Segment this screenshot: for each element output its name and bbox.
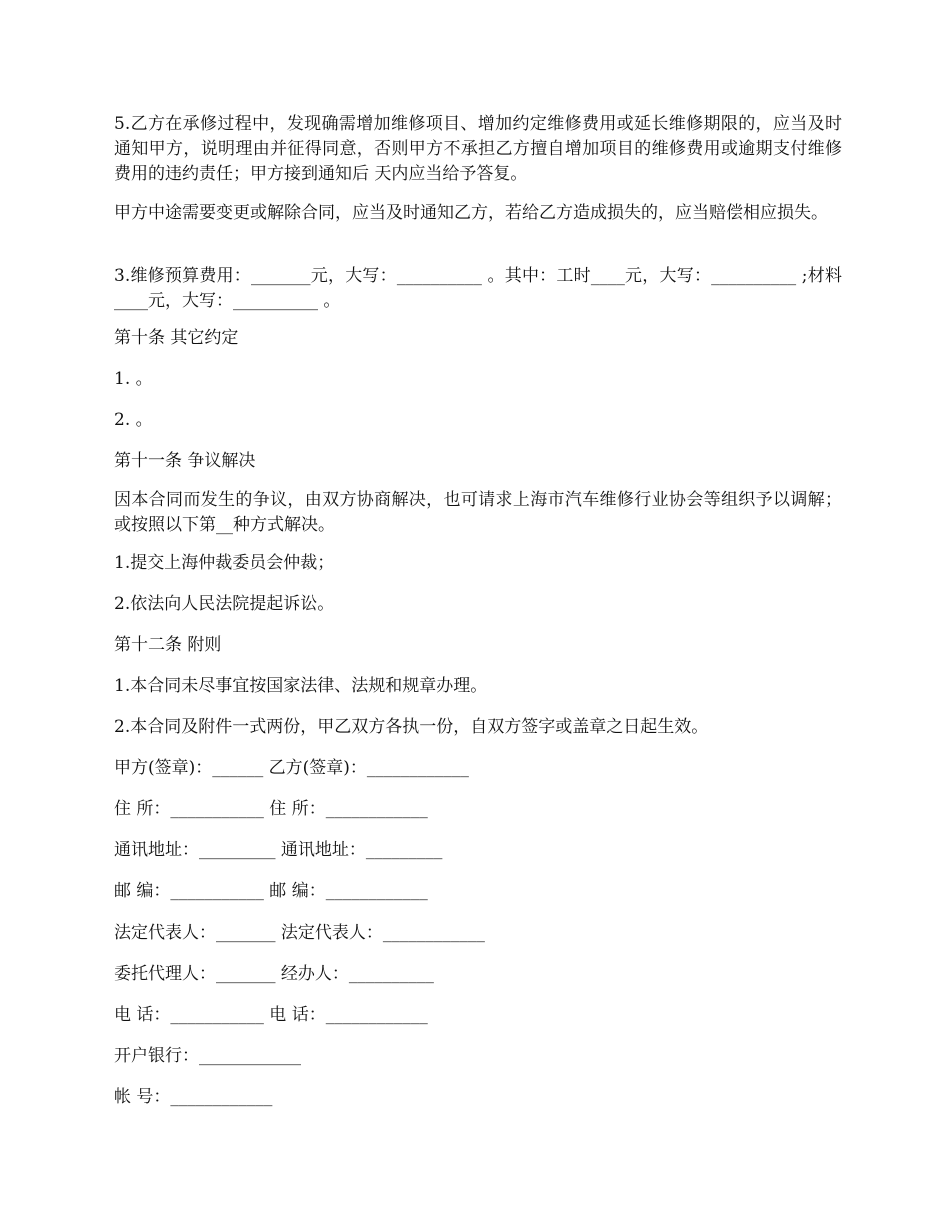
dispute-resolution-paragraph: 因本合同而发生的争议，由双方协商解决，也可请求上海市汽车维修行业协会等组织予以调解；或按照以下第__种方式解决。	[114, 490, 842, 535]
postcode-line: 邮 编：___________ 邮 编：____________	[114, 881, 428, 901]
address-line: 住 所：___________ 住 所：____________	[114, 799, 428, 819]
article-10-heading: 第十条 其它约定	[114, 328, 239, 348]
mailing-address-line: 通讯地址：_________ 通讯地址：_________	[114, 840, 443, 860]
signature-line: 甲方(签章)：______ 乙方(签章)：____________	[114, 758, 469, 778]
litigation-option: 2.依法向人民法院提起诉讼。	[114, 594, 335, 614]
other-agreement-item-1: 1. 。	[114, 369, 153, 389]
bank-line: 开户银行：____________	[114, 1046, 301, 1066]
supplementary-item-1: 1.本合同未尽事宜按国家法律、法规和规章办理。	[114, 676, 488, 696]
change-termination-paragraph: 甲方中途需要变更或解除合同，应当及时通知乙方，若给乙方造成损失的，应当赔偿相应损失。	[114, 203, 828, 223]
phone-line: 电 话：___________ 电 话：____________	[114, 1005, 428, 1025]
agent-line: 委托代理人：_______ 经办人：__________	[114, 964, 434, 984]
account-number-line: 帐 号：____________	[114, 1087, 273, 1107]
supplementary-item-2: 2.本合同及附件一式两份，甲乙双方各执一份，自双方签字或盖章之日起生效。	[114, 717, 709, 737]
article-11-heading: 第十一条 争议解决	[114, 451, 256, 471]
repair-budget-paragraph: 3.维修预算费用：_______元，大写：__________ 。其中：工时____元，大写：__________ ;材料____元，大写：__________ 。	[114, 266, 842, 311]
legal-representative-line: 法定代表人：_______ 法定代表人：____________	[114, 923, 485, 943]
article-12-heading: 第十二条 附则	[114, 635, 222, 655]
arbitration-option: 1.提交上海仲裁委员会仲裁；	[114, 553, 335, 573]
other-agreement-item-2: 2. 。	[114, 410, 153, 430]
clause-5-paragraph: 5.乙方在承修过程中，发现确需增加维修项目、增加约定维修费用或延长维修期限的，应当及时通知甲方，说明理由并征得同意，否则甲方不承担乙方擅自增加项目的维修费用或逾期支付维修费用的违约责任；甲方接到通知后 天内应当给予答复。	[114, 114, 842, 184]
